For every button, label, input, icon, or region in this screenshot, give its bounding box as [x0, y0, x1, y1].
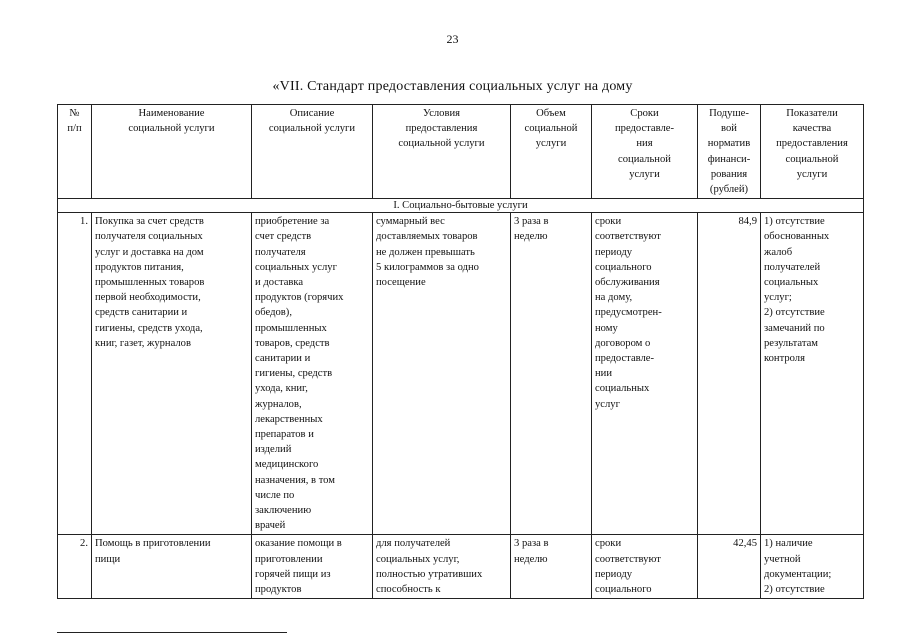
financing-norm: 84,9: [698, 213, 761, 535]
service-description: оказание помощи в приготовлении горячей пищи из продуктов: [252, 535, 373, 599]
header-service-name: Наименование социальной услуги: [92, 105, 252, 199]
section-title: I. Социально-бытовые услуги: [58, 199, 864, 213]
financing-norm: 42,45: [698, 535, 761, 599]
service-volume: 3 раза в неделю: [511, 213, 592, 535]
header-conditions: Условия предоставления социальной услуги: [373, 105, 511, 199]
quality-indicators: 1) наличие учетной документации; 2) отсутствие: [761, 535, 864, 599]
header-terms: Сроки предоставле- ния социальной услуги: [592, 105, 698, 199]
service-terms: сроки соответствуют периоду социального: [592, 535, 698, 599]
table-row: [58, 535, 864, 599]
header-financing-norm: Подуше- вой норматив финанси- рования (рублей): [698, 105, 761, 199]
header-volume: Объем социальной услуги: [511, 105, 592, 199]
service-conditions: для получателей социальных услуг, полностью утративших способность к: [373, 535, 511, 599]
footnote-separator: [57, 632, 287, 633]
row-number: 1.: [58, 213, 92, 535]
page-number: 23: [446, 32, 459, 46]
section-row: [58, 199, 864, 213]
header-quality-indicators: Показатели качества предоставления социальной услуги: [761, 105, 864, 199]
service-volume: 3 раза в неделю: [511, 535, 592, 599]
social-services-table: [57, 104, 864, 599]
document-title: «VII. Стандарт предоставления социальных услуг на дому: [272, 79, 633, 94]
service-terms: сроки соответствуют периоду социального обслуживания на дому, предусмотрен- ному договором о предоставле- нии социальных услуг: [592, 213, 698, 535]
table-header-row: [58, 105, 864, 199]
service-conditions: суммарный вес доставляемых товаров не должен превышать 5 килограммов за одно посещение: [373, 213, 511, 535]
header-service-description: Описание социальной услуги: [252, 105, 373, 199]
table-row: [58, 213, 864, 535]
header-number: № п/п: [58, 105, 92, 199]
quality-indicators: 1) отсутствие обоснованных жалоб получателей социальных услуг; 2) отсутствие замечаний по результатам контроля: [761, 213, 864, 535]
service-description: приобретение за счет средств получателя социальных услуг и доставка продуктов (горячих обедов), промышленных товаров, средств санитарии и гигиены, средств ухода, книг, журналов, лекарственных препаратов и изделий медицинского назначения, в том числе по заключению врачей: [252, 213, 373, 535]
row-number: 2.: [58, 535, 92, 599]
service-name: Покупка за счет средств получателя социальных услуг и доставка на дом продуктов питания, промышленных товаров первой необходимости, средств санитарии и гигиены, средств ухода, книг, газет, журналов: [92, 213, 252, 535]
service-name: Помощь в приготовлении пищи: [92, 535, 252, 599]
